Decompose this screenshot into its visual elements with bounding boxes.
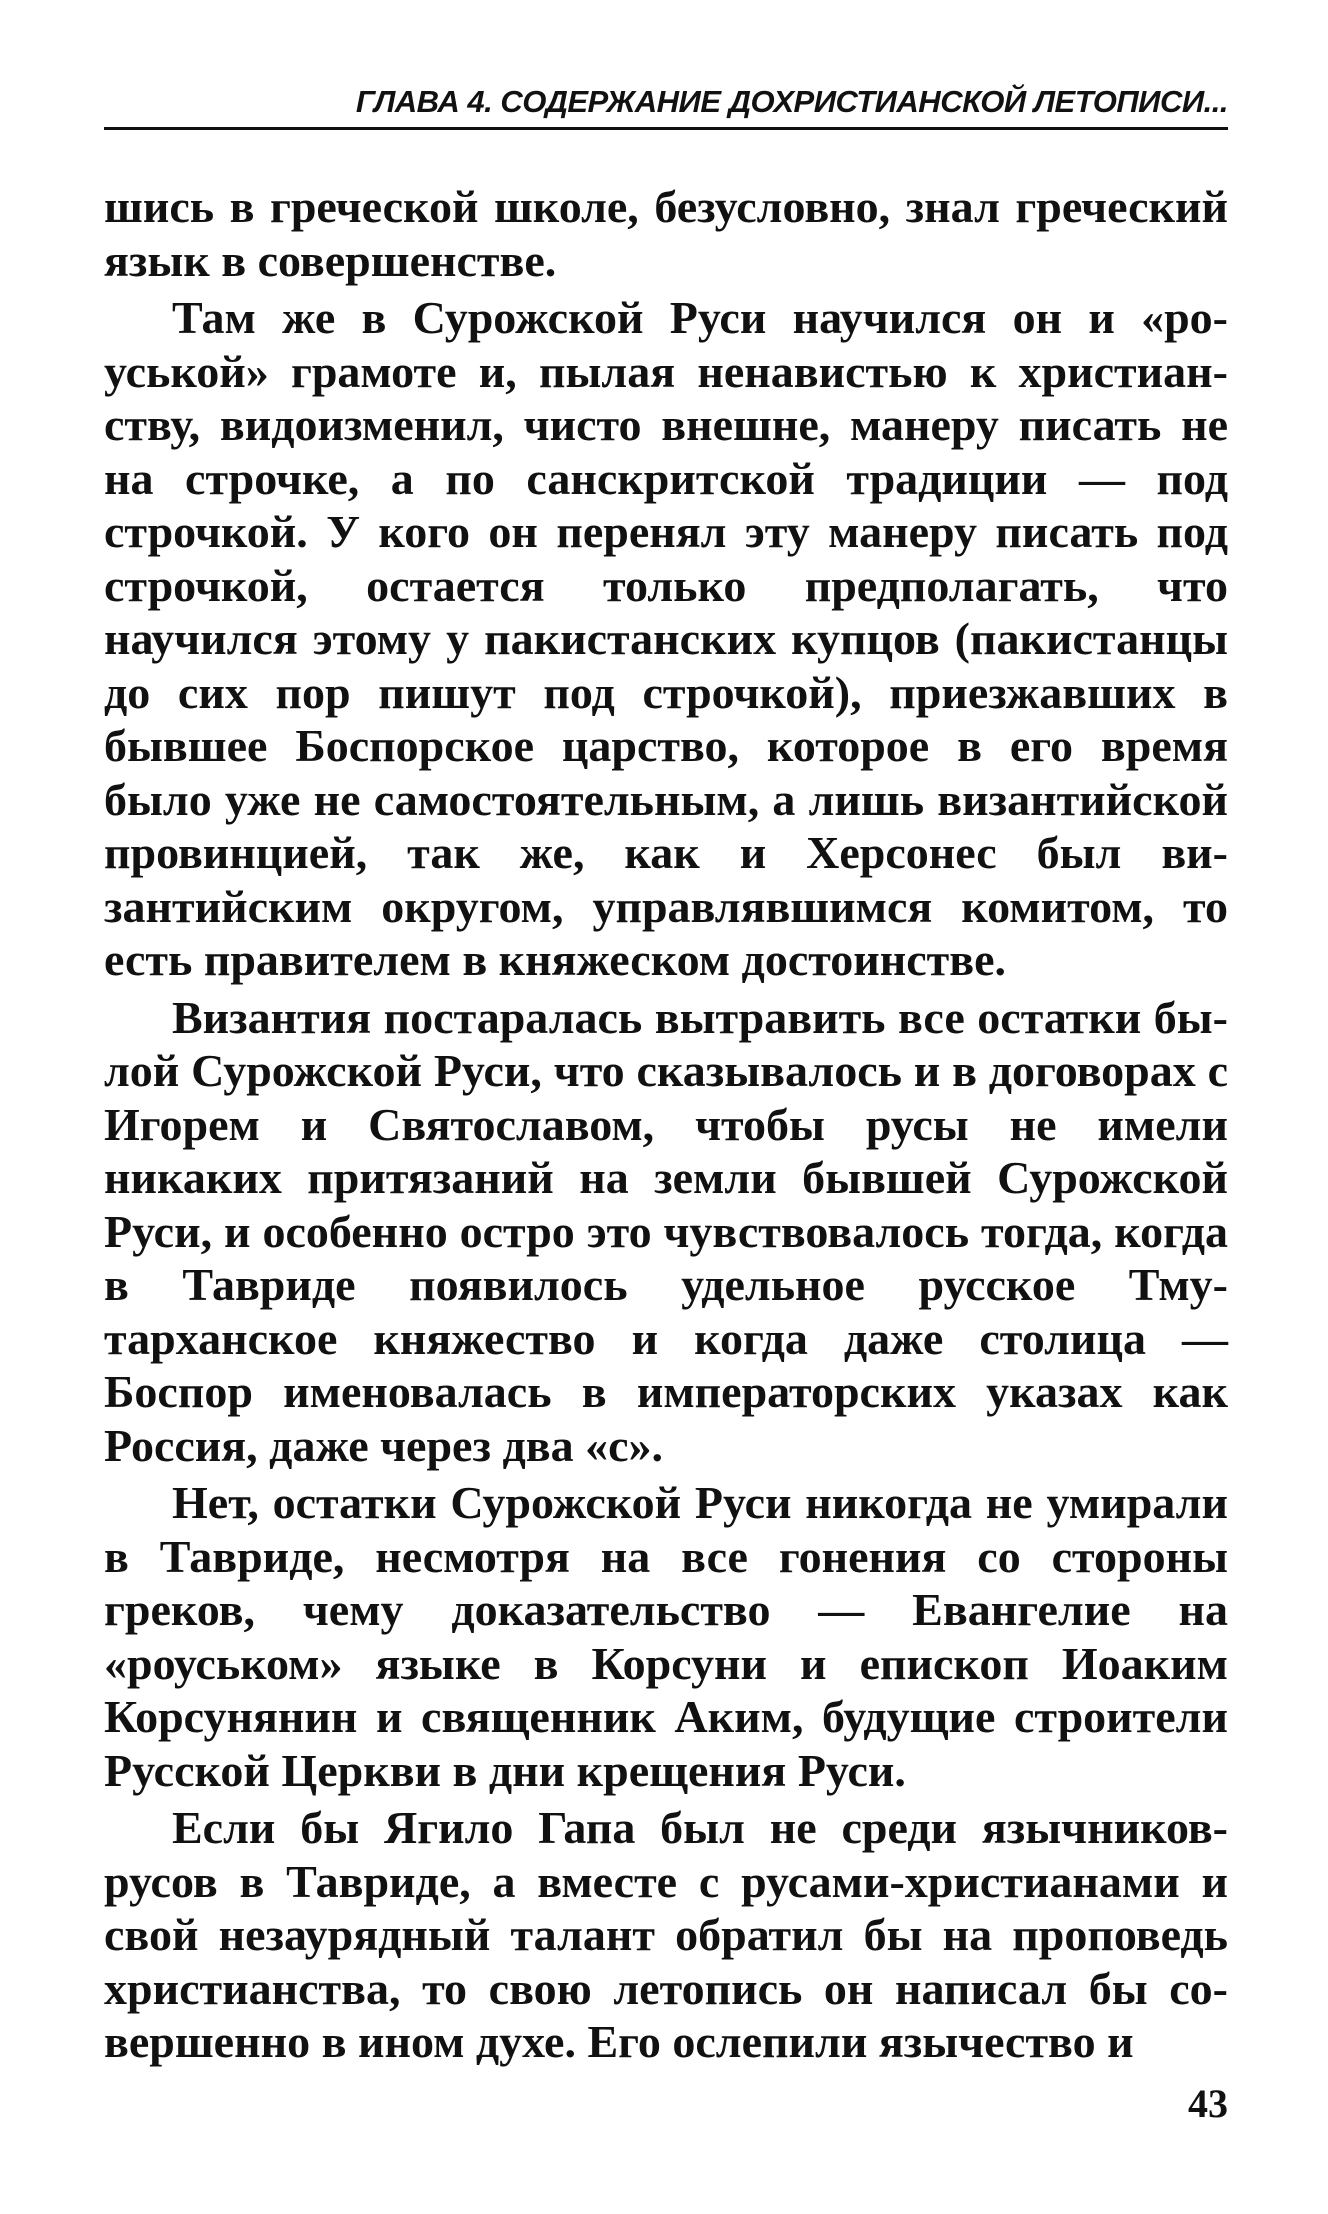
paragraph: Византия постаралась вытравить все остатки былой Сурожской Руси, что сказывалось и в договорах с Игорем и Святославом, чтобы русы не имели никаких притязаний на земли бывшей Сурожской Руси, и особенно остро это чувствовалось тогда, когда в Тавриде появилось удельное русское Тмутарханское княжество и когда даже столица — Боспор именовалась в императорских указах как Россия, даже через два «с». xyxy=(104,991,1228,1471)
paragraph: Нет, остатки Сурожской Руси никогда не умирали в Тавриде, несмотря на все гонения со стороны греков, чему доказательство — Евангелие на «роуськом» языке в Корсуни и епископ Иоаким Корсунянин и священник Аким, будущие строители Русской Церкви в дни крещения Руси. xyxy=(104,1477,1228,1796)
running-header: ГЛАВА 4. СОДЕРЖАНИЕ ДОХРИСТИАНСКОЙ ЛЕТОПИСИ... xyxy=(355,84,1228,119)
paragraph: Там же в Сурожской Руси научился он и «роуськой» грамоте и, пылая ненавистью к христианству, видоизменил, чисто внешне, манеру писать не на строчке, а по санскритской традиции — под строчкой. У кого он перенял эту манеру писать под строчкой, остается только предполагать, что научился этому у пакистанских купцов (пакистанцы до сих пор пишут под строчкой), приезжавших в бывшее Боспорское царство, которое в его время было уже не самостоятельным, а лишь византийской провинцией, так же, как и Херсонес был византийским округом, управлявшимся комитом, то есть правителем в княжеском достоинстве. xyxy=(104,292,1228,985)
paragraph-continued: шись в греческой школе, безусловно, знал греческий язык в совершенстве. xyxy=(104,181,1228,286)
page-number: 43 xyxy=(1188,2081,1228,2126)
header-rule xyxy=(104,127,1228,130)
paragraph: Если бы Ягило Гапа был не среди язычников-русов в Тавриде, а вместе с русами-христианами и свой незаурядный талант обратил бы на проповедь христианства, то свою летопись он написал бы совершенно в ином духе. Его ослепили язычество и xyxy=(104,1802,1228,2067)
body-text xyxy=(104,180,1228,2069)
